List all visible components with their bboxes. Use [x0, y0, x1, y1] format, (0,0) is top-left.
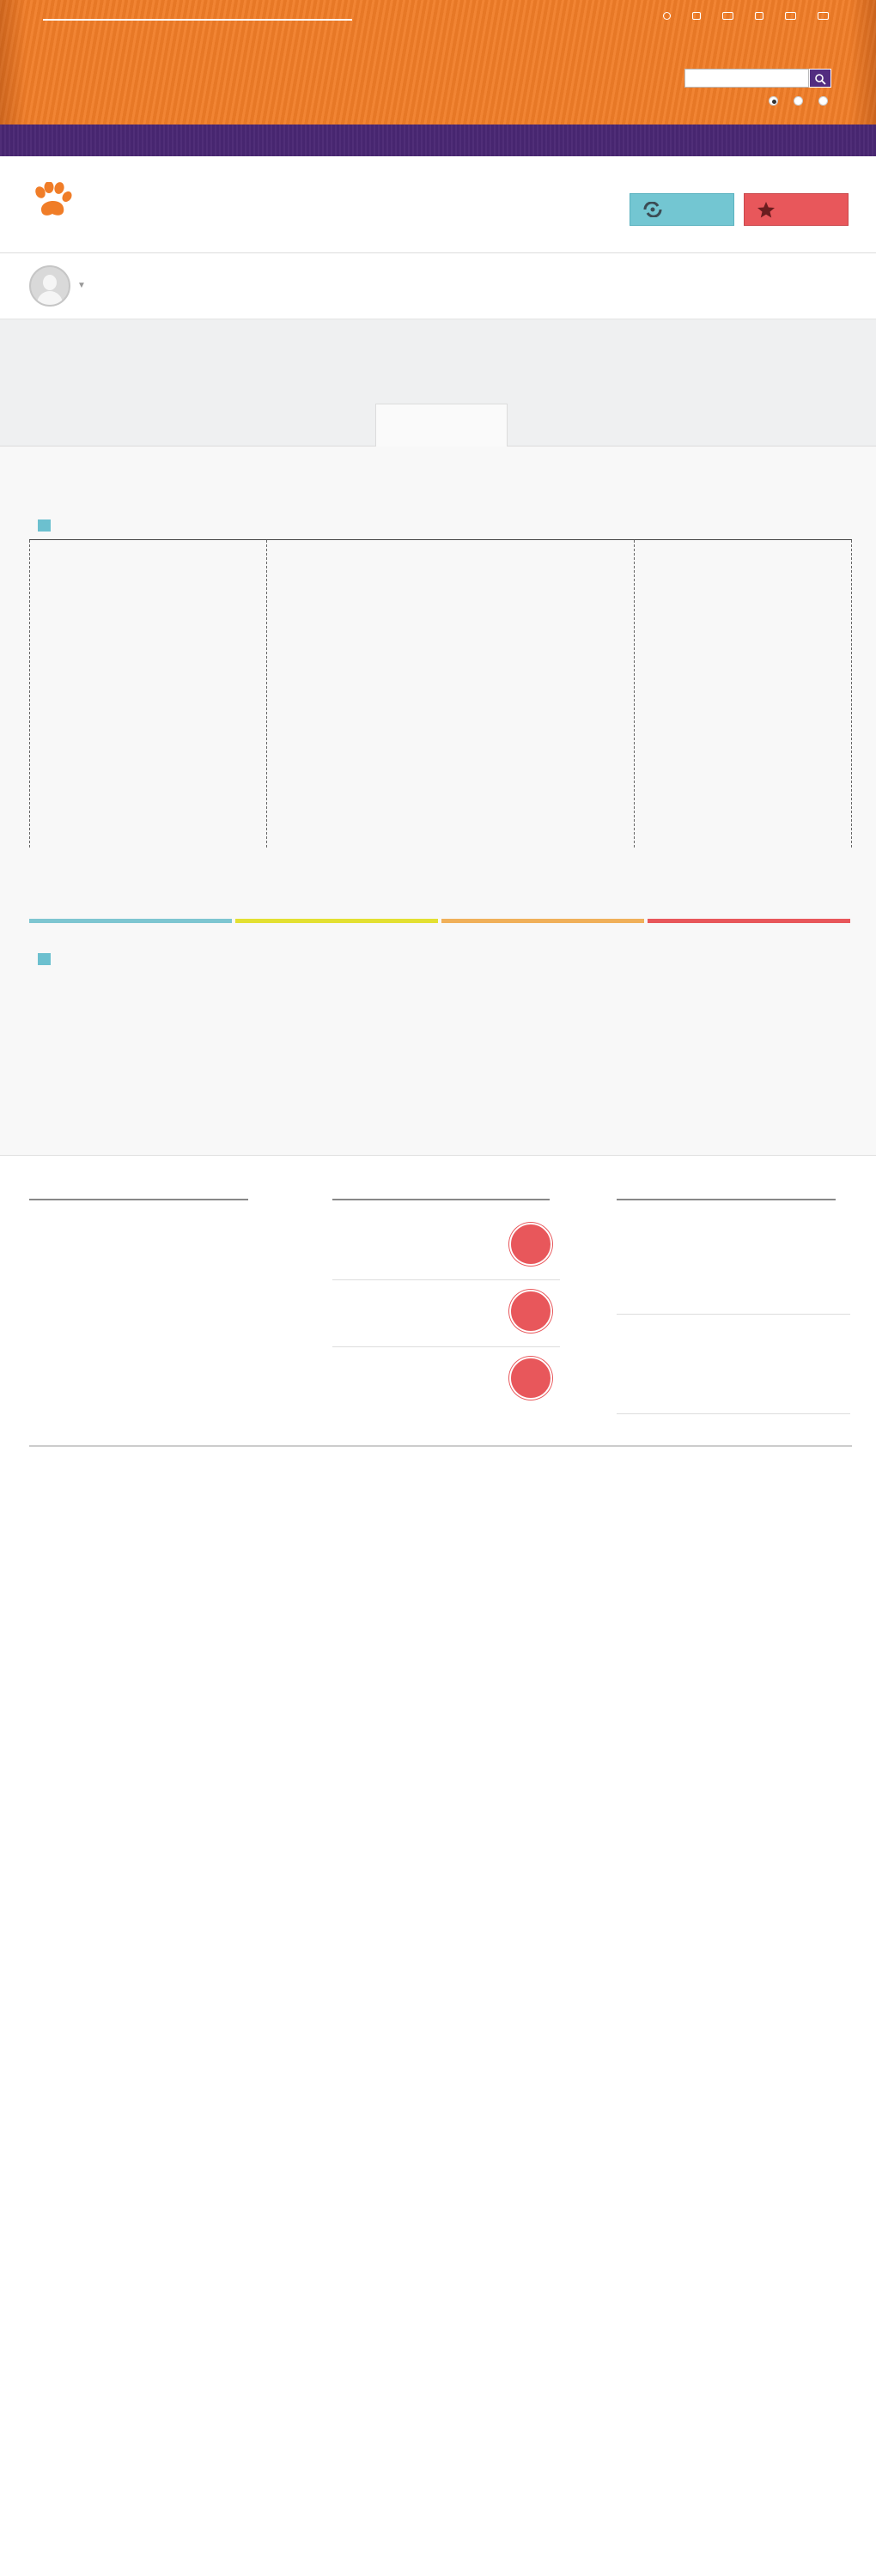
- radio-people[interactable]: [794, 96, 806, 106]
- legend-somewhat-aligned: [441, 919, 644, 930]
- tab-admin-feed[interactable]: [640, 404, 772, 447]
- webcam-icon: [818, 12, 829, 20]
- engagement-chart: [0, 969, 876, 1157]
- legend-mostly-aligned: [235, 919, 438, 930]
- user-greeting-bar: [0, 253, 876, 319]
- link-cu-safety[interactable]: [755, 12, 768, 20]
- radio-places[interactable]: [818, 96, 831, 106]
- tiger-paw-icon[interactable]: [33, 182, 72, 220]
- site-search: [681, 69, 831, 88]
- safety-cross-icon: [755, 12, 763, 20]
- search-icon: [814, 73, 826, 85]
- stats-panel: [0, 447, 876, 1156]
- resources-bar: [0, 125, 876, 156]
- contribute-icon: [642, 202, 663, 217]
- legend-aligned: [29, 919, 232, 930]
- tab-admin-analytics[interactable]: [508, 404, 640, 447]
- control-panel-header: [0, 319, 876, 447]
- clemson-logo[interactable]: [43, 15, 352, 24]
- map-icon: [722, 12, 733, 20]
- radio-clemson-edu[interactable]: [769, 96, 782, 106]
- dilemma-score: [509, 1223, 552, 1266]
- help-icon[interactable]: [38, 953, 51, 965]
- utility-links: [663, 12, 833, 20]
- university-header: [0, 0, 876, 125]
- search-button[interactable]: [809, 69, 831, 88]
- link-az-index[interactable]: [663, 12, 675, 20]
- app-brand-bar: [0, 156, 876, 253]
- legend-not-aligned: [648, 919, 850, 930]
- contribute-button[interactable]: [630, 193, 734, 226]
- admin-tabs: [375, 404, 772, 447]
- star-icon: [757, 201, 776, 218]
- score-charts: [0, 447, 876, 859]
- chevron-down-icon[interactable]: ▼: [77, 281, 86, 290]
- tab-admin-dashboard[interactable]: [375, 404, 508, 447]
- dilemma-score: [509, 1357, 552, 1400]
- link-webcams[interactable]: [818, 12, 833, 20]
- link-calendar[interactable]: [692, 12, 705, 20]
- give-kudos-button[interactable]: [744, 193, 849, 226]
- link-campus-maps[interactable]: [722, 12, 738, 20]
- engagement-subheading: [31, 953, 51, 965]
- footer-divider: [29, 1445, 852, 1447]
- book-icon: [785, 12, 796, 20]
- search-scope: [769, 96, 831, 106]
- dilemma-score: [509, 1290, 552, 1333]
- search-icon: [663, 12, 671, 20]
- calendar-icon: [692, 12, 701, 20]
- search-input[interactable]: [684, 69, 809, 88]
- link-phonebook[interactable]: [785, 12, 800, 20]
- avatar[interactable]: [29, 265, 70, 307]
